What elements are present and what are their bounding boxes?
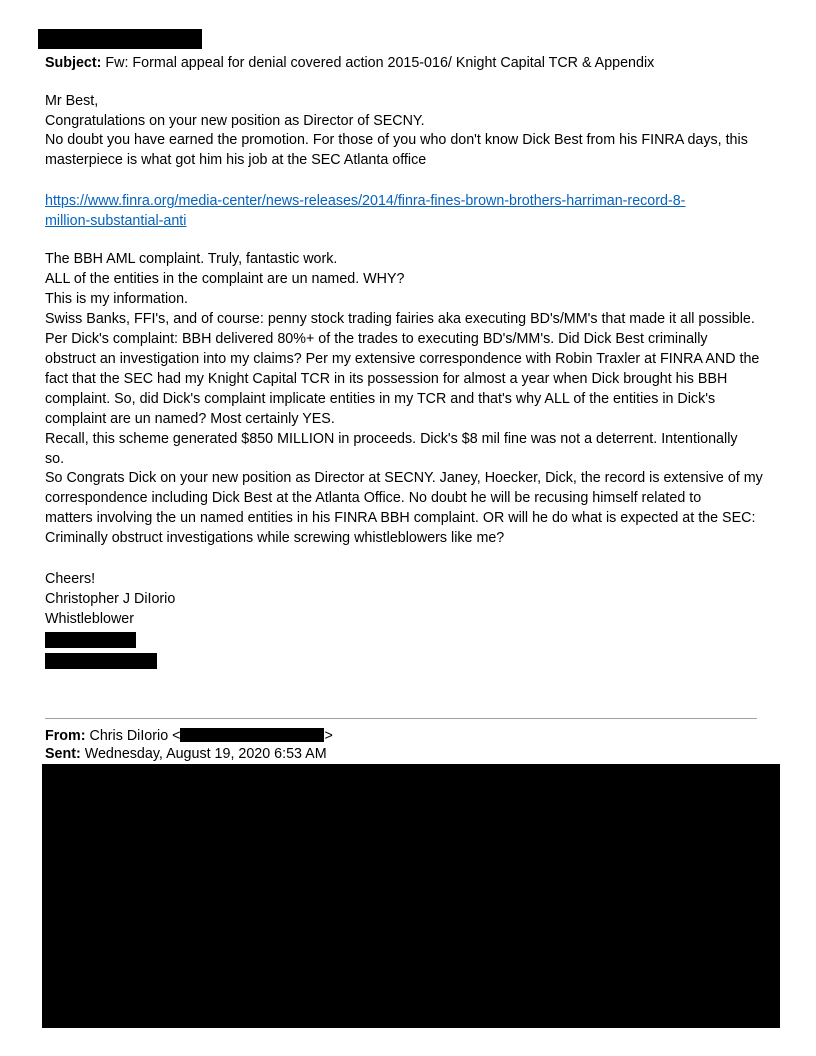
subject-text: Fw: Formal appeal for denial covered action 2015-016/ Knight Capital TCR & Appendix — [105, 55, 655, 71]
redacted-signature-line — [45, 653, 157, 669]
redacted-signature-line — [45, 632, 136, 648]
intro-line: masterpiece is what got him his job at the SEC Atlanta office — [45, 151, 427, 168]
body-line: fact that the SEC had my Knight Capital TCR in its possession for almost a year when Dick brought his BBH — [45, 370, 728, 387]
from-line — [45, 727, 333, 745]
body-line: The BBH AML complaint. Truly, fantastic work. — [45, 251, 338, 267]
body-line: complaint. So, did Dick's complaint implicate entities in my TCR and that's why ALL of the entities in Dick's — [45, 390, 716, 407]
from-name: Chris DiIorio < — [89, 728, 181, 744]
signoff: Cheers! — [45, 571, 96, 587]
body-line: ALL of the entities in the complaint are un named. WHY? — [45, 270, 405, 287]
sent-date: Wednesday, August 19, 2020 6:53 AM — [84, 746, 327, 762]
subject-label: Subject: — [45, 55, 102, 71]
intro-line: Congratulations on your new position as Director of SECNY. — [45, 112, 425, 129]
redacted-email — [180, 728, 324, 742]
intro-line: No doubt you have earned the promotion. For those of you who don't know Dick Best from his FINRA days, this — [45, 132, 748, 148]
from-label: From: — [45, 728, 86, 744]
signature-name: Christopher J DiIorio — [45, 591, 176, 607]
sent-line — [45, 745, 327, 763]
signature-title: Whistleblower — [45, 611, 134, 627]
body-line: Criminally obstruct investigations while screwing whistleblowers like me? — [45, 530, 505, 547]
sent-label: Sent: — [45, 746, 81, 762]
redacted-header-field — [38, 29, 202, 49]
body-line: matters involving the un named entities in his FINRA BBH complaint. OR will he do what is expected at the SEC: — [45, 510, 756, 527]
body-line: This is my information. — [45, 290, 189, 307]
body-line: correspondence including Dick Best at the Atlanta Office. No doubt he will be recusing himself related to — [45, 490, 702, 507]
body-line: so. — [45, 450, 65, 467]
body-line: Recall, this scheme generated $850 MILLION in proceeds. Dick's $8 mil fine was not a deterrent. Intentionally — [45, 430, 738, 447]
finra-news-link[interactable]: https://www.finra.org/media-center/news-releases/2014/finra-fines-brown-brothers-harriman-record-8- — [45, 193, 686, 209]
body-line: So Congrats Dick on your new position as Director at SECNY. Janey, Hoecker, Dick, the record is extensive of my — [45, 470, 763, 487]
finra-news-link-cont[interactable]: million-substantial-anti — [45, 212, 187, 229]
body-line: obstruct an investigation into my claims? Per my extensive correspondence with Robin Traxler at FINRA AND the — [45, 350, 760, 367]
body-line: complaint are un named? Most certainly YES. — [45, 410, 335, 427]
body-line: Swiss Banks, FFI's, and of course: penny stock trading fairies aka executing BD's/MM's that made it all possible. — [45, 310, 755, 327]
from-close: > — [324, 728, 333, 744]
divider — [45, 718, 757, 719]
body-line: Per Dick's complaint: BBH delivered 80%+ of the trades to executing BD's/MM's. Did Dick Best criminally — [45, 330, 708, 347]
subject-line — [45, 54, 654, 72]
greeting: Mr Best, — [45, 93, 99, 109]
redacted-block — [42, 764, 780, 1028]
